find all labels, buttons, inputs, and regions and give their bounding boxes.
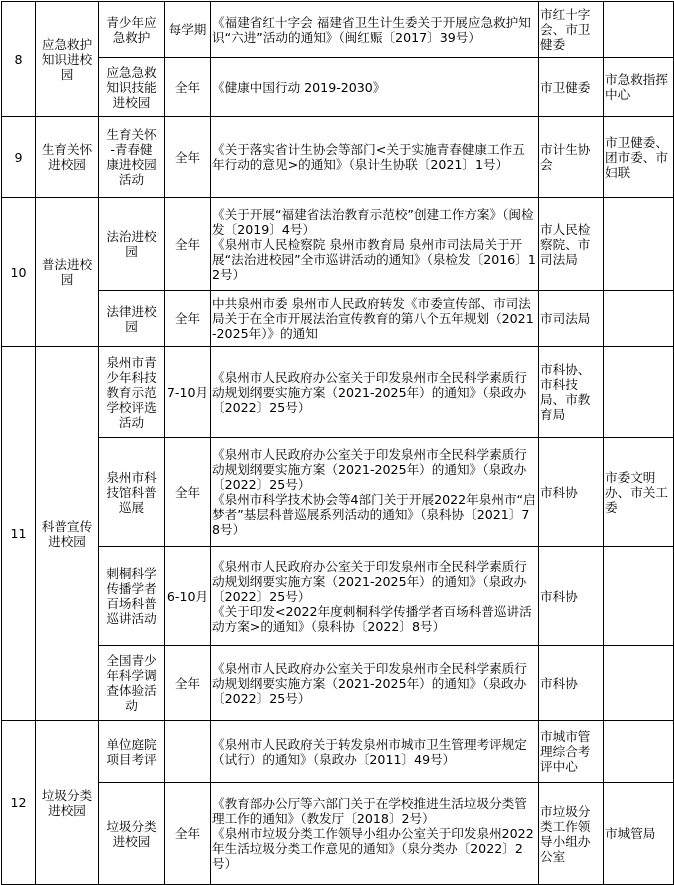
schedule-table-body	[2, 2, 674, 885]
policy-document-cell: 《关于开展“福建省法治教育示范校”创建工作方案》（闽检发〔2019〕4号） 《泉州市人民检察院 泉州市教育局 泉州市司法局关于开展“法治进校园”全市巡讲活动的通知》（泉检发〔2016〕12号）	[211, 198, 539, 291]
time-cell: 全年	[165, 646, 211, 721]
time-cell: 7-10月	[165, 347, 211, 438]
policy-document-cell: 《泉州市人民政府办公室关于印发泉州市全民科学素质行动规划纲要实施方案（2021-2025年）的通知》（泉政办〔2022〕25号） 《泉州市科学技术协会等4部门关于开展2022年泉州市“启梦者”基层科普巡展系列活动的通知》（泉科协〔2021〕78号）	[211, 438, 539, 547]
table-row	[2, 117, 674, 198]
activity-cell: 法治进校 园	[99, 198, 165, 291]
cooperating-unit-cell	[604, 347, 674, 438]
activity-cell: 青少年应 急救护	[99, 2, 165, 58]
policy-document-cell: 中共泉州市委 泉州市人民政府转发《市委宣传部、市司法局关于在全市开展法治宣传教育的第八个五年规划（2021-2025年）》的通知	[211, 291, 539, 347]
table-row	[2, 347, 674, 438]
cooperating-unit-cell: 市委文明办、市关工委	[604, 438, 674, 547]
activity-cell: 泉州市科 技馆科普 巡展	[99, 438, 165, 547]
cooperating-unit-cell: 市急救指挥中心	[604, 58, 674, 117]
cooperating-unit-cell	[604, 721, 674, 783]
activity-cell: 全国青少 年科学调 查体验活 动	[99, 646, 165, 721]
activity-cell: 垃圾分类 进校园	[99, 783, 165, 885]
table-row	[2, 198, 674, 291]
cooperating-unit-cell	[604, 547, 674, 646]
lead-unit-cell: 市卫健委	[539, 58, 604, 117]
policy-document-cell: 《健康中国行动 2019-2030》	[211, 58, 539, 117]
policy-document-cell: 《泉州市人民政府关于转发泉州市城市卫生管理考评规定（试行）的通知》（泉政办〔2011〕49号）	[211, 721, 539, 783]
activity-cell: 生育关怀 -青春健 康进校园 活动	[99, 117, 165, 198]
time-cell	[165, 721, 211, 783]
table-row	[2, 291, 674, 347]
theme-cell: 普法进校 园	[36, 198, 99, 347]
row-number-cell: 10	[2, 198, 36, 347]
table-row	[2, 547, 674, 646]
lead-unit-cell: 市城市管理综合考评中心	[539, 721, 604, 783]
time-cell: 6-10月	[165, 547, 211, 646]
time-cell: 全年	[165, 58, 211, 117]
lead-unit-cell: 市垃圾分类工作领导小组办公室	[539, 783, 604, 885]
lead-unit-cell: 市科协	[539, 547, 604, 646]
cooperating-unit-cell	[604, 646, 674, 721]
cooperating-unit-cell	[604, 291, 674, 347]
row-number-cell: 12	[2, 721, 36, 885]
activity-cell: 应急急救 知识技能 进校园	[99, 58, 165, 117]
activity-cell: 单位庭院 项目考评	[99, 721, 165, 783]
time-cell: 全年	[165, 291, 211, 347]
policy-document-cell: 《福建省红十字会 福建省卫生计生委关于开展应急救护知识“六进”活动的通知》（闽红赈〔2017〕39号）	[211, 2, 539, 58]
table-row	[2, 58, 674, 117]
time-cell: 全年	[165, 783, 211, 885]
theme-cell: 应急救护 知识进校 园	[36, 2, 99, 117]
row-number-cell: 11	[2, 347, 36, 721]
lead-unit-cell: 市司法局	[539, 291, 604, 347]
cooperating-unit-cell: 市卫健委、团市委、市妇联	[604, 117, 674, 198]
theme-cell: 科普宣传 进校园	[36, 347, 99, 721]
lead-unit-cell: 市红十字会、市卫健委	[539, 2, 604, 58]
policy-document-cell: 《泉州市人民政府办公室关于印发泉州市全民科学素质行动规划纲要实施方案（2021-2025年）的通知》（泉政办〔2022〕25号） 《关于印发<2022年度刺桐科学传播学者百场科普巡讲活动方案>的通知》（泉科协〔2022〕8号）	[211, 547, 539, 646]
lead-unit-cell: 市计生协会	[539, 117, 604, 198]
policy-document-cell: 《教育部办公厅等六部门关于在学校推进生活垃圾分类管理工作的通知》（教发厅〔2018〕2号） 《泉州市垃圾分类工作领导小组办公室关于印发泉州2022年生活垃圾分类工作意见的通知》（泉分类办〔2022〕2号）	[211, 783, 539, 885]
lead-unit-cell: 市人民检察院、市司法局	[539, 198, 604, 291]
activity-cell: 泉州市青 少年科技 教育示范 学校评选 活动	[99, 347, 165, 438]
table-row	[2, 646, 674, 721]
table-row	[2, 2, 674, 58]
time-cell: 全年	[165, 438, 211, 547]
policy-document-cell: 《关于落实省计生协会等部门<关于实施青春健康工作五年行动的意见>的通知》（泉计生协联〔2021〕1号）	[211, 117, 539, 198]
row-number-cell: 9	[2, 117, 36, 198]
policy-document-cell: 《泉州市人民政府办公室关于印发泉州市全民科学素质行动规划纲要实施方案（2021-2025年）的通知》（泉政办〔2022〕25号）	[211, 646, 539, 721]
table-row	[2, 721, 674, 783]
lead-unit-cell: 市科协	[539, 646, 604, 721]
table-row	[2, 783, 674, 885]
cooperating-unit-cell	[604, 2, 674, 58]
theme-cell: 垃圾分类 进校园	[36, 721, 99, 885]
lead-unit-cell: 市科协、市科技局、市教育局	[539, 347, 604, 438]
schedule-table	[1, 1, 674, 885]
row-number-cell: 8	[2, 2, 36, 117]
activity-cell: 法律进校 园	[99, 291, 165, 347]
table-row	[2, 438, 674, 547]
lead-unit-cell: 市科协	[539, 438, 604, 547]
time-cell: 全年	[165, 198, 211, 291]
time-cell: 每学期	[165, 2, 211, 58]
activity-cell: 刺桐科学 传播学者 百场科普 巡讲活动	[99, 547, 165, 646]
time-cell: 全年	[165, 117, 211, 198]
policy-document-cell: 《泉州市人民政府办公室关于印发泉州市全民科学素质行动规划纲要实施方案（2021-2025年）的通知》（泉政办〔2022〕25号）	[211, 347, 539, 438]
cooperating-unit-cell	[604, 198, 674, 291]
theme-cell: 生育关怀 进校园	[36, 117, 99, 198]
cooperating-unit-cell: 市城管局	[604, 783, 674, 885]
